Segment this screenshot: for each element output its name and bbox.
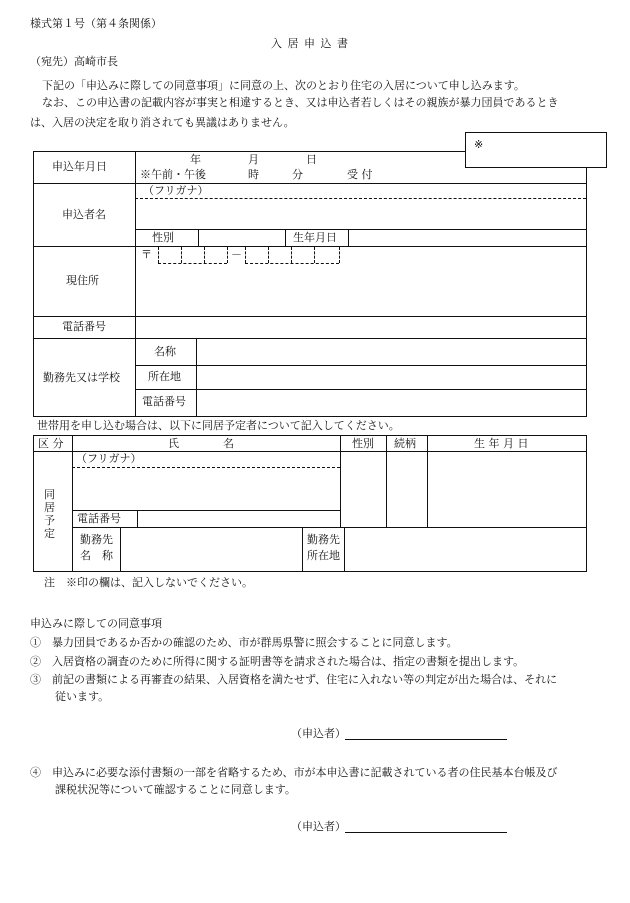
address-label: 現住所	[66, 274, 99, 287]
consent-heading: 申込みに際しての同意事項	[30, 617, 162, 630]
consent-item-3-line-1: ③ 前記の書類による再審査の結果、入居資格を満たせず、住宅に入れない等の判定が出た場合は、それに	[30, 673, 558, 686]
date-month-label: 月	[248, 153, 259, 166]
date-day-label: 日	[306, 153, 317, 166]
phone-field[interactable]	[136, 317, 586, 337]
hour-label: 時	[248, 168, 259, 181]
office-use-box	[465, 132, 607, 168]
consent-item-4-line-2: 課税状況等について確認することに同意します。	[55, 783, 296, 796]
col-name: 氏 名	[168, 437, 234, 450]
household-name-field[interactable]	[73, 468, 339, 509]
applicant-signature-line-2[interactable]	[345, 832, 507, 833]
postal-mark: 〒	[141, 248, 152, 261]
workplace-address-field[interactable]	[197, 366, 586, 388]
household-workplace-address-label-2: 所在地	[307, 549, 340, 562]
minute-label: 分	[292, 168, 303, 181]
note-star: 注 ※印の欄は、記入しないでください。	[44, 576, 253, 589]
col-sex: 性別	[352, 437, 374, 450]
workplace-phone-field[interactable]	[197, 390, 586, 415]
furigana-label: （フリガナ）	[143, 184, 209, 197]
household-workplace-name-label-1: 勤務先	[80, 533, 113, 546]
date-year-label: 年	[190, 153, 201, 166]
date-label: 申込年月日	[52, 160, 107, 173]
household-workplace-address-label-1: 勤務先	[307, 533, 340, 546]
cohabitant-label: 同居予定	[44, 488, 55, 540]
office-use-mark: ※	[474, 138, 484, 151]
household-phone-label: 電話番号	[77, 512, 121, 525]
consent-item-1: ① 暴力団員であるか否かの確認のため、市が群馬県警に照会することに同意します。	[30, 636, 458, 649]
col-category: 区 分	[38, 437, 64, 450]
form-title: 入 居 申 込 書	[271, 37, 349, 50]
household-phone-field[interactable]	[138, 511, 339, 526]
household-birthdate-field[interactable]	[428, 452, 586, 526]
workplace-label: 勤務先又は学校	[43, 371, 120, 384]
household-furigana-label: （フリガナ）	[76, 452, 142, 465]
workplace-address-label: 所在地	[148, 370, 181, 383]
intro-paragraph-1: 下記の「申込みに際しての同意事項」に同意の上、次のとおり住宅の入居について申し込みます。	[42, 79, 525, 92]
phone-label: 電話番号	[62, 320, 106, 333]
household-note: 世帯用を申し込む場合は、以下に同居予定者について記入してください。	[37, 419, 400, 432]
col-relation: 続柄	[394, 437, 416, 450]
addressee: （宛先）高崎市長	[30, 55, 118, 68]
applicant-name-field[interactable]	[136, 199, 586, 228]
applicant-signature-label-2: （申込者）	[291, 820, 346, 833]
intro-paragraph-2-line-2: は、入居の決定を取り消されても異議はありません。	[30, 116, 295, 129]
applicant-signature-label-1: （申込者）	[291, 727, 346, 740]
am-pm-label: ※午前・午後	[140, 168, 206, 181]
birthdate-label: 生年月日	[293, 231, 337, 244]
applicant-signature-line-1[interactable]	[345, 739, 507, 740]
household-sex-field[interactable]	[341, 452, 385, 526]
household-workplace-name-field[interactable]	[121, 528, 301, 571]
sex-label: 性別	[152, 231, 174, 244]
household-workplace-name-label-2: 名 称	[80, 549, 113, 562]
postal-dash: －	[231, 248, 242, 261]
col-birthdate: 生 年 月 日	[474, 437, 529, 450]
workplace-name-field[interactable]	[197, 339, 586, 364]
consent-item-3-line-2: 従います。	[55, 690, 110, 703]
applicant-name-label: 申込者名	[62, 208, 106, 221]
applicant-sex-field[interactable]	[199, 230, 284, 245]
workplace-phone-label: 電話番号	[142, 395, 186, 408]
applicant-birthdate-field[interactable]	[349, 230, 585, 245]
form-number: 様式第１号（第４条関係）	[30, 17, 162, 30]
consent-item-4-line-1: ④ 申込みに必要な添付書類の一部を省略するため、市が本申込書に記載されている者の住民基本台帳及び	[30, 766, 558, 779]
address-field[interactable]	[136, 266, 586, 315]
household-workplace-address-field[interactable]	[345, 528, 586, 571]
consent-item-2: ② 入居資格の調査のために所得に関する証明書等を請求された場合は、指定の書類を提出します。	[30, 655, 525, 668]
intro-paragraph-2-line-1: なお、この申込書の記載内容が事実と相違するとき、又は申込者若しくはその親族が暴力団員であるとき	[42, 96, 559, 109]
household-relation-field[interactable]	[387, 452, 426, 526]
workplace-name-label: 名称	[154, 345, 176, 358]
received-label: 受 付	[347, 168, 373, 181]
